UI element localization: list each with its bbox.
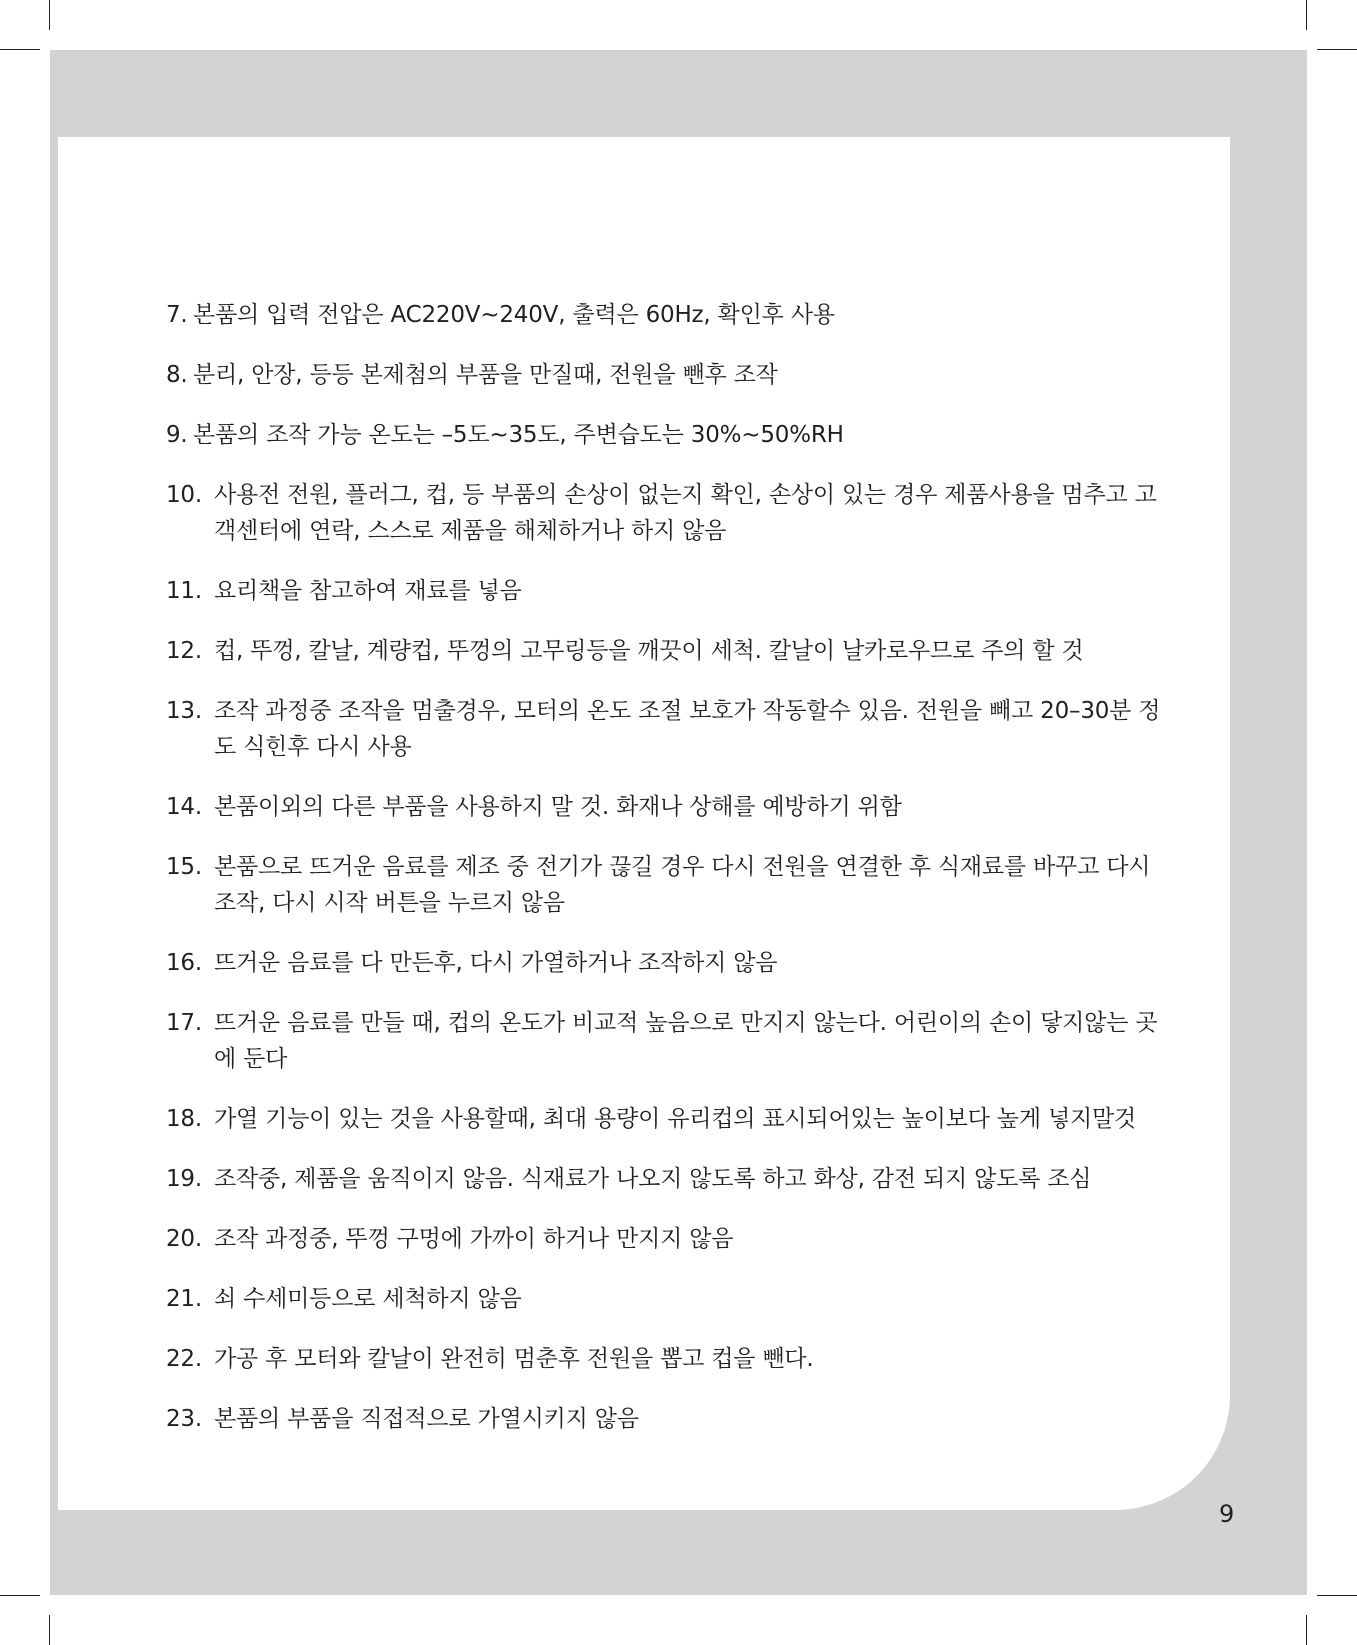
list-item [166,849,1166,921]
item-number: 11. [166,578,202,604]
list-item [166,789,1166,825]
item-text: 사용전 전원, 플러그, 컵, 등 부품의 손상이 없는지 확인, 손상이 있는 경우 제품사용을 멈추고 고객센터에 연락, 스스로 제품을 해체하거나 하지 않음 [214,482,1157,544]
list-item [166,297,1166,333]
list-item [166,1101,1166,1137]
item-text: 본품으로 뜨거운 음료를 제조 중 전기가 끊길 경우 다시 전원을 연결한 후 식재료를 바꾸고 다시 조작, 다시 시작 버튼을 누르지 않음 [214,854,1151,916]
item-number: 12. [166,638,202,664]
item-number: 7. [166,302,188,328]
list-item [166,417,1166,453]
item-text: 조작 과정중 조작을 멈출경우, 모터의 온도 조절 보호가 작동할수 있음. 전원을 빼고 20–30분 정도 식힌후 다시 사용 [214,698,1161,760]
item-text: 컵, 뚜껑, 칼날, 계량컵, 뚜껑의 고무링등을 깨끗이 세척. 칼날이 날카로우므로 주의 할 것 [214,638,1084,664]
crop-mark [49,0,50,30]
list-item [166,945,1166,981]
item-number: 22. [166,1346,202,1372]
item-text: 본품의 조작 가능 온도는 –5도~35도, 주변습도는 30%~50%RH [193,422,844,448]
list-item [166,573,1166,609]
item-text: 가공 후 모터와 칼날이 완전히 멈춘후 전원을 뽑고 컵을 뺀다. [214,1346,814,1372]
item-text: 조작중, 제품을 움직이지 않음. 식재료가 나오지 않도록 하고 화상, 감전 되지 않도록 조심 [214,1166,1092,1192]
list-item [166,1161,1166,1197]
list-item [166,1401,1166,1437]
item-number: 20. [166,1226,202,1252]
list-item [166,1281,1166,1317]
crop-mark [49,1615,50,1645]
item-number: 21. [166,1286,202,1312]
item-number: 14. [166,794,202,820]
item-number: 13. [166,698,202,724]
item-text: 조작 과정중, 뚜껑 구멍에 가까이 하거나 만지지 않음 [214,1226,734,1252]
list-item [166,1341,1166,1377]
crop-mark [1306,0,1307,30]
item-text: 본품의 부품을 직접적으로 가열시키지 않음 [214,1406,639,1432]
list-item [166,357,1166,393]
item-number: 9. [166,422,188,448]
item-text: 뜨거운 음료를 다 만든후, 다시 가열하거나 조작하지 않음 [214,950,778,976]
item-text: 뜨거운 음료를 만들 때, 컵의 온도가 비교적 높음으로 만지지 않는다. 어린이의 손이 닿지않는 곳에 둔다 [214,1010,1158,1072]
list-item [166,1221,1166,1257]
item-number: 17. [166,1010,202,1036]
crop-mark [1317,49,1357,50]
item-text: 분리, 안장, 등등 본제첨의 부품을 만질때, 전원을 뺀후 조작 [193,362,778,388]
crop-mark [0,1595,40,1596]
item-number: 15. [166,854,202,880]
list-item [166,1005,1166,1077]
item-number: 8. [166,362,188,388]
item-text: 본품의 입력 전압은 AC220V~240V, 출력은 60Hz, 확인후 사용 [193,302,835,328]
item-text: 가열 기능이 있는 것을 사용할때, 최대 용량이 유리컵의 표시되어있는 높이보다 높게 넣지말것 [214,1106,1137,1132]
item-number: 19. [166,1166,202,1192]
list-item [166,477,1166,549]
item-text: 쇠 수세미등으로 세척하지 않음 [214,1286,522,1312]
item-number: 18. [166,1106,202,1132]
crop-mark [0,49,40,50]
page-number: 9 [1219,1500,1235,1528]
crop-mark [1306,1615,1307,1645]
item-text: 본품이외의 다른 부품을 사용하지 말 것. 화재나 상해를 예방하기 위함 [214,794,902,820]
item-text: 요리책을 참고하여 재료를 넣음 [214,578,522,604]
item-number: 23. [166,1406,202,1432]
caution-list [166,297,1166,1461]
item-number: 10. [166,482,202,508]
crop-mark [1317,1595,1357,1596]
list-item [166,633,1166,669]
item-number: 16. [166,950,202,976]
list-item [166,693,1166,765]
